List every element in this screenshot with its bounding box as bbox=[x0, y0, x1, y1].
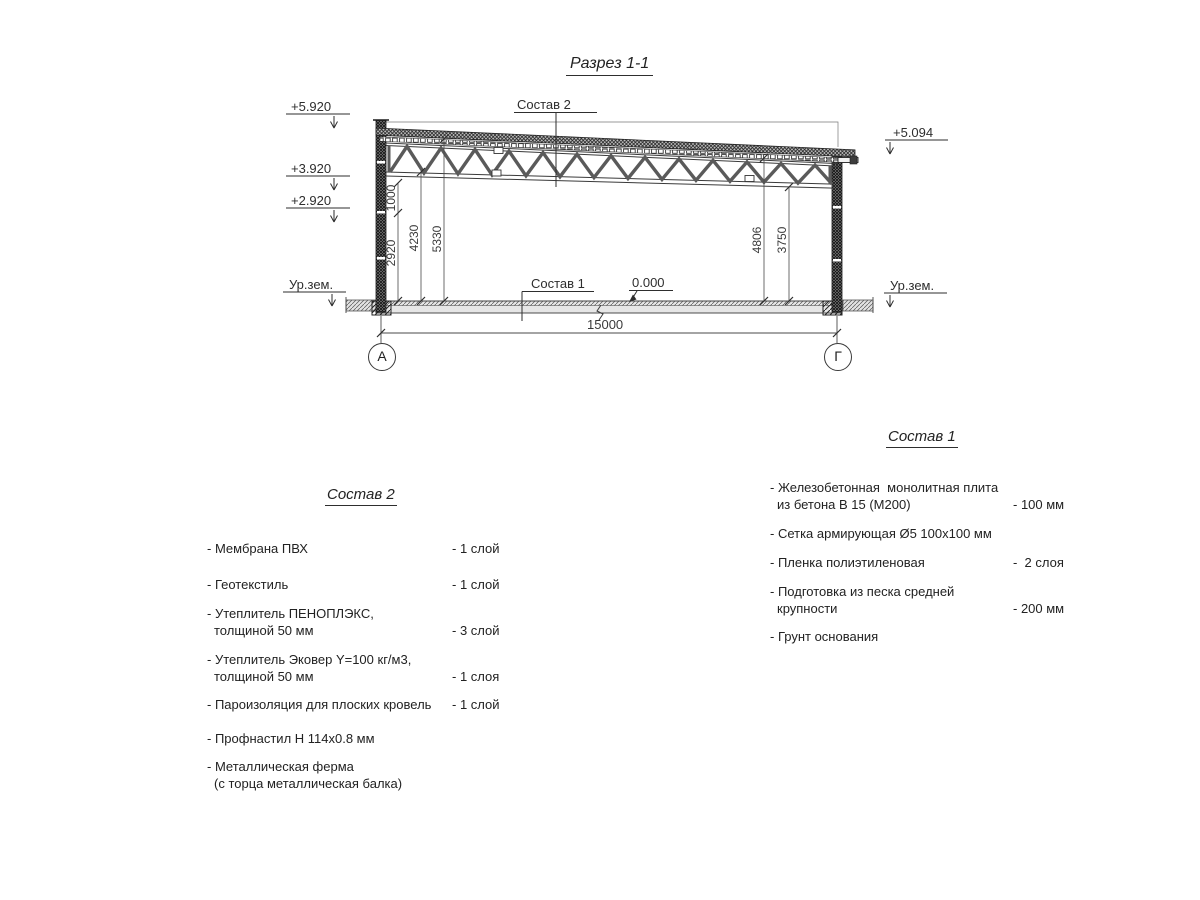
item-qty: - 100 мм bbox=[1013, 497, 1065, 512]
item-text2: из бетона В 15 (М200) bbox=[777, 497, 911, 512]
item-text: - Пленка полиэтиленовая bbox=[770, 555, 925, 570]
item-text: - Грунт основания bbox=[770, 629, 879, 644]
item-text: - Железобетонная монолитная плита bbox=[770, 480, 999, 495]
ground-level-left: Ур.зем. bbox=[289, 277, 334, 292]
elevation-5094: +5.094 bbox=[893, 125, 934, 140]
callout-sostav2: Состав 2 bbox=[517, 97, 571, 112]
item-qty: - 1 слой bbox=[452, 577, 500, 592]
list-item bbox=[770, 554, 1064, 571]
dim-5330: 5330 bbox=[430, 225, 444, 253]
comp1-heading: Состав 1 bbox=[886, 428, 958, 448]
item-text: - Пароизоляция для плоских кровель bbox=[207, 697, 432, 712]
vertical-dimensions bbox=[394, 135, 793, 305]
comp2-list bbox=[207, 540, 537, 810]
item-text: - Геотекстиль bbox=[207, 577, 289, 592]
elevation-zero: 0.000 bbox=[632, 275, 665, 290]
item-text2: толщиной 50 мм bbox=[214, 623, 314, 638]
drawing-title: Разрез 1-1 bbox=[566, 55, 653, 76]
item-text2: (с торца металлическая балка) bbox=[214, 776, 403, 791]
item-qty: - 1 слой bbox=[452, 697, 500, 712]
item-text: - Мембрана ПВХ bbox=[207, 541, 308, 556]
item-text: - Сетка армирующая Ø5 100х100 мм bbox=[770, 526, 992, 541]
item-qty: - 1 слой bbox=[452, 541, 500, 556]
list-item bbox=[207, 758, 402, 792]
left-wall bbox=[373, 120, 389, 312]
list-item bbox=[770, 479, 1065, 513]
callout-sostav1: Состав 1 bbox=[531, 276, 585, 291]
elevation-2920: +2.920 bbox=[291, 193, 332, 208]
item-text2: крупности bbox=[777, 601, 838, 616]
item-text: - Профнастил Н 114х0.8 мм bbox=[207, 731, 375, 746]
list-item bbox=[207, 730, 375, 747]
dim-1000: 1000 bbox=[384, 184, 398, 212]
item-text: - Утеплитель Эковер Y=100 кг/м3, bbox=[207, 652, 412, 667]
dim-15000: 15000 bbox=[587, 317, 624, 332]
item-qty: - 3 слой bbox=[452, 623, 500, 638]
list-item bbox=[770, 525, 992, 542]
list-item bbox=[207, 696, 500, 713]
list-item bbox=[207, 540, 500, 557]
item-text: - Подготовка из песка средней bbox=[770, 584, 955, 599]
dim-2920: 2920 bbox=[384, 239, 398, 267]
axis-bubble-g: Г bbox=[824, 343, 852, 371]
item-text: - Металлическая ферма bbox=[207, 759, 354, 774]
item-qty: - 2 слоя bbox=[1013, 555, 1064, 570]
list-item bbox=[207, 651, 500, 685]
dim-4806: 4806 bbox=[750, 226, 764, 254]
item-qty: - 200 мм bbox=[1013, 601, 1065, 616]
dim-3750: 3750 bbox=[775, 226, 789, 254]
elevation-5920: +5.920 bbox=[291, 99, 332, 114]
elevation-3920: +3.920 bbox=[291, 161, 332, 176]
dim-4230: 4230 bbox=[407, 224, 421, 252]
comp2-heading: Состав 2 bbox=[325, 486, 397, 506]
right-wall bbox=[832, 150, 842, 312]
item-text: - Утеплитель ПЕНОПЛЭКС, bbox=[207, 606, 374, 621]
comp1-list bbox=[770, 479, 1080, 659]
list-item bbox=[207, 576, 500, 593]
ground-level-right: Ур.зем. bbox=[890, 278, 935, 293]
list-item bbox=[770, 628, 878, 645]
item-qty: - 1 слоя bbox=[452, 669, 500, 684]
item-text2: толщиной 50 мм bbox=[214, 669, 314, 684]
axis-bubble-a: А bbox=[368, 343, 396, 371]
list-item bbox=[770, 583, 1065, 617]
list-item bbox=[207, 605, 500, 639]
